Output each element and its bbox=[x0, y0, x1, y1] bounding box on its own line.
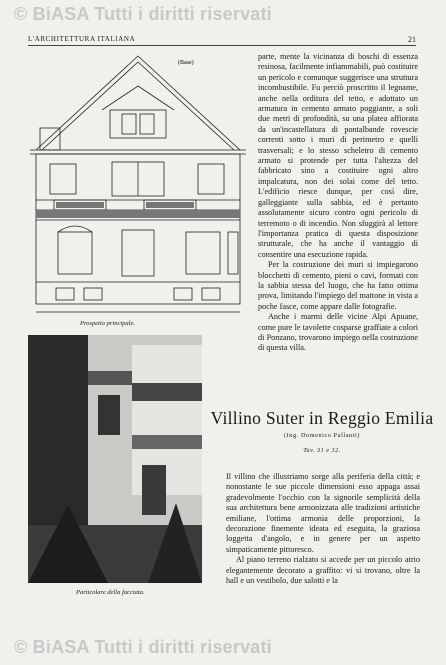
paragraph: Anche i marmi delle vicine Alpi Apuane, come pure le tavolette cosparse graffiate a colori di Ponzano, trovarono impiego nella costruzione di questa villa. bbox=[258, 312, 418, 353]
running-head bbox=[28, 35, 416, 43]
article-continuation bbox=[258, 52, 418, 354]
page-number: 21 bbox=[408, 35, 416, 44]
journal-title: L'ARCHITETTURA ITALIANA bbox=[28, 35, 136, 43]
watermark-top: © BiASA Tutti i diritti riservati bbox=[14, 4, 272, 24]
article-plates: Tav. 31 e 32. bbox=[303, 447, 341, 454]
facade-photo bbox=[28, 335, 202, 583]
paragraph: parte, mente la vicinanza di boschi di essenza resinosa, facilmente infiammabili, può costituire un pericolo e comunque suggerisce una struttura incombustibile. Fu perciò proscritto il legname, anche nella orditura del tetto, e adottato un armatura in cemento armato poggiante, a soli due metri di profondità, su una platea affiorata da un'incastellatura di pontalbande rovescie correnti sotto i muri di perimetro e quelli trasversali; e lo stesso scheletro di cemento armato si protende per tutta l'altezza del fabbricato sino a costituire ogni altro impalcatura, non dei solai come del tetto. L'edificio riesce dunque, per così dire, galleggiante sulla sabbia, ed è pertanto assolutamente sicuro contro ogni pericolo di terremoto o di incendio. Non sfuggirà al lettore l'importanza pratica di questa disposizione strutturale, che ha anche il vantaggio di consentire una esecuzione rapida. bbox=[258, 52, 418, 259]
watermark-bottom: © BiASA Tutti i diritti riservati bbox=[14, 637, 272, 657]
paragraph: Per la costruzione dei muri si impiegarono blocchetti di cemento, pieni o cavi, formati con la sabbia stessa del luogo, che ha fatto ottima prova, limitando l'impiego del mattone in vista a poche fasce, come appare dalle fotografie. bbox=[258, 260, 418, 311]
article-author: (Ing. Domenico Pallanti) bbox=[283, 432, 361, 439]
paragraph: Il villino che illustriamo sorge alla periferia della città; e nonostante le sue piccole dimensioni esso appaga assai gradevolmente l'occhio con la signorile semplicità della sua architettura bene armonizzata alle tradizioni artistiche emiliane, l'ottima armonia delle proporzioni, la decorazione finemente ideata ed eseguita, la graziosa loggetta d'angolo, e in genere per un aspetto simpaticamente pittoresco. bbox=[226, 472, 420, 554]
article-body bbox=[226, 472, 420, 586]
drawing-label: (Base) bbox=[178, 60, 194, 66]
elevation-drawing bbox=[26, 50, 250, 318]
article-title: Villino Suter in Reggio Emilia bbox=[210, 408, 434, 428]
header-rule bbox=[28, 45, 416, 46]
drawing-caption: Prospetto principale. bbox=[80, 320, 136, 327]
photo-caption: Particolare della facciata. bbox=[76, 589, 145, 596]
paragraph: Al piano terreno rialzato si accede per un piccolo atrio elegantemente decorato a graffito: vi si trovano, oltre la hall e un vestibolo, due salotti e la bbox=[226, 555, 420, 586]
